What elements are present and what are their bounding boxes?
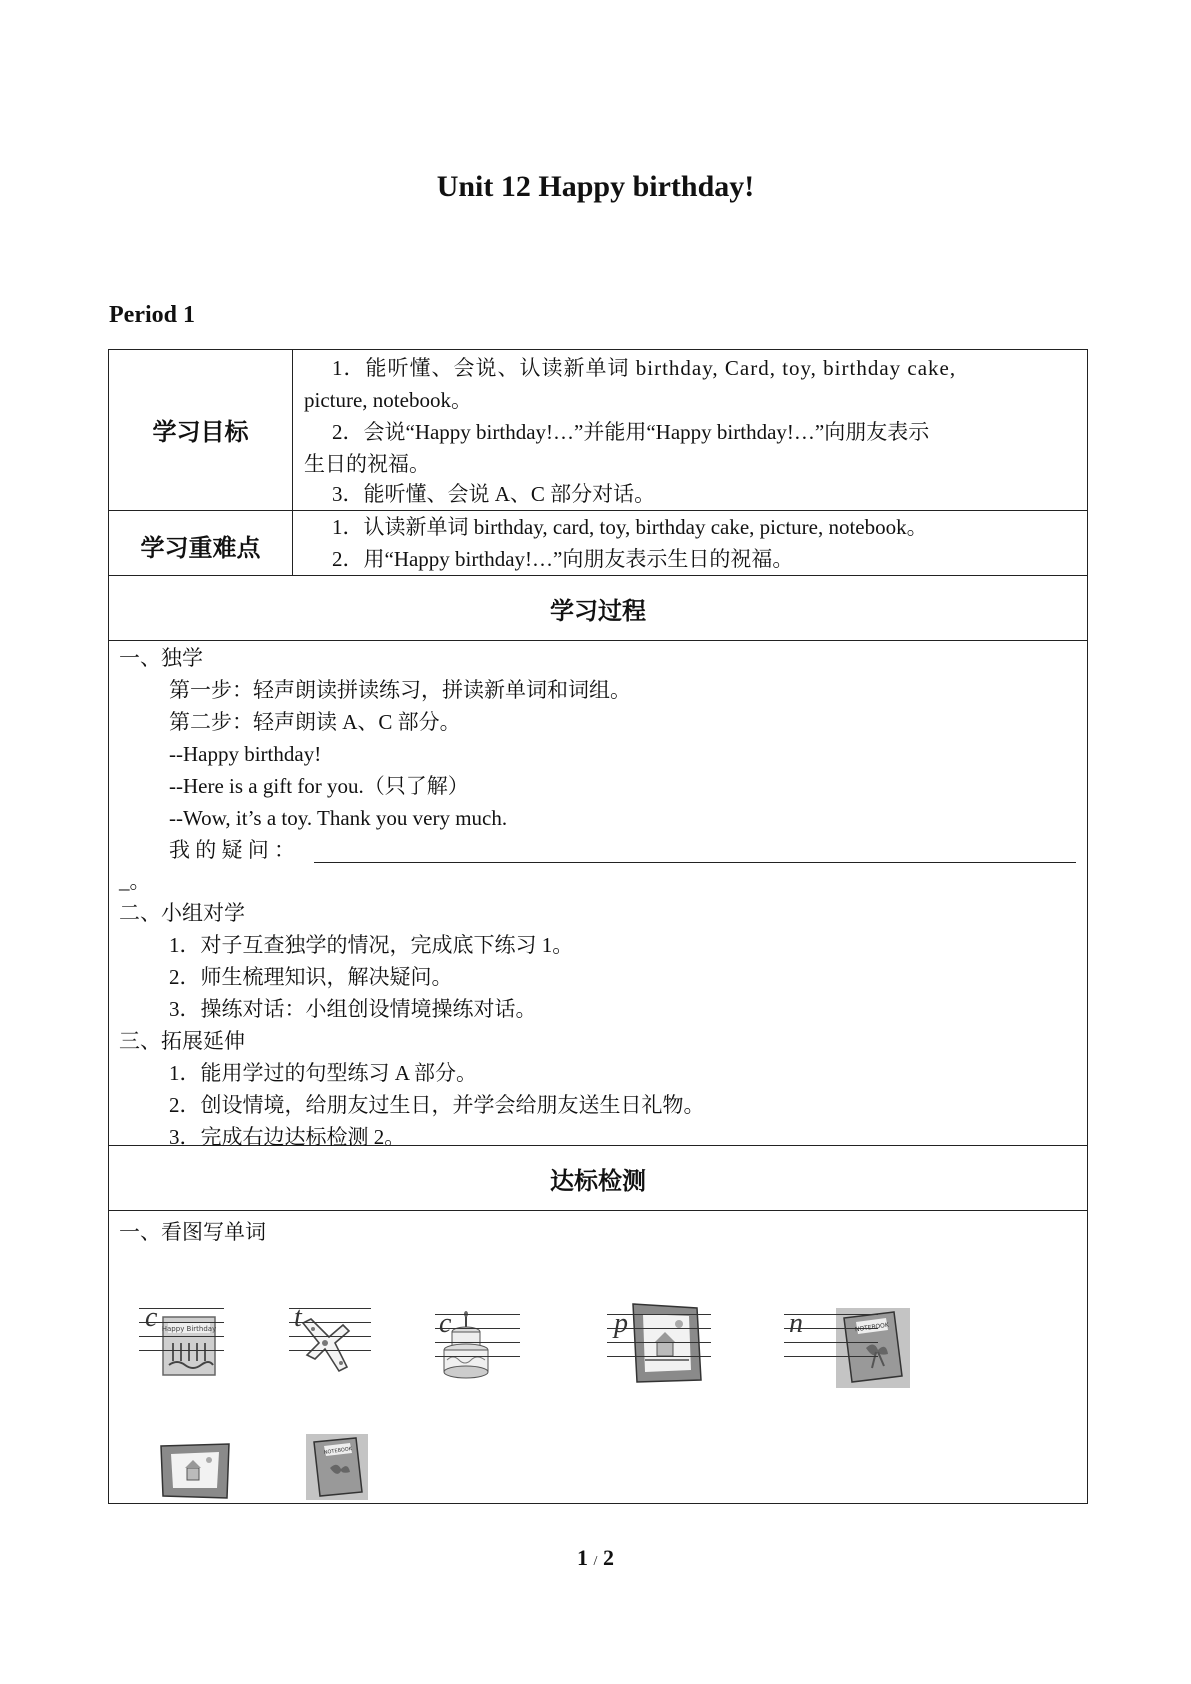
self-study-step-2: 第二步：轻声朗读 A、C 部分。	[169, 710, 461, 734]
question-answer-line[interactable]	[314, 862, 1076, 863]
goals-line-2a: 2．会说“Happy birthday!…”并能用“Happy birthday!…”向朋友表示	[332, 420, 930, 444]
page-number	[0, 1545, 1191, 1571]
page-title: Unit 12 Happy birthday!	[436, 170, 755, 203]
extension-title: 三、拓展延伸	[119, 1029, 245, 1053]
goals-line-2b: 生日的祝福。	[304, 452, 430, 476]
row-divider	[109, 640, 1087, 641]
goals-line-1a: 1．能听懂、会说、认读新单词 birthday, Card, toy, birthday cake,	[332, 356, 957, 380]
letter-hint-5: n	[789, 1308, 803, 1339]
row-divider	[109, 1210, 1087, 1211]
question-label: 我 的 疑 问 ：	[169, 838, 295, 862]
group-study-item-2: 2．师生梳理知识，解决疑问。	[169, 965, 453, 989]
letter-hint-2: t	[294, 1302, 302, 1333]
picture-frame-picture-2	[159, 1442, 231, 1500]
keypoints-label: 学习重难点	[140, 534, 261, 562]
goals-label: 学习目标	[152, 418, 249, 446]
test-heading: 达标检测	[550, 1167, 646, 1195]
row-divider	[109, 575, 1087, 576]
column-divider	[292, 350, 293, 575]
dialog-line-2: --Here is a gift for you.（只了解）	[169, 774, 469, 798]
process-heading: 学习过程	[550, 597, 646, 625]
dialog-line-3: --Wow, it’s a toy. Thank you very much.	[169, 806, 508, 830]
notebook-picture-2	[306, 1434, 368, 1500]
page-current: 1	[577, 1545, 589, 1570]
goals-line-1b: picture, notebook。	[304, 388, 472, 412]
self-study-step-1: 第一步：轻声朗读拼读练习，拼读新单词和词组。	[169, 678, 631, 702]
letter-hint-3: c	[439, 1308, 452, 1339]
notebook-picture	[836, 1308, 910, 1388]
card-text: Happy Birthday	[161, 1325, 217, 1333]
page-separator: /	[593, 1554, 598, 1569]
self-study-title: 一、独学	[119, 646, 203, 670]
test-section-title: 一、看图写单词	[119, 1220, 266, 1244]
birthday-card-picture	[161, 1315, 217, 1377]
group-study-title: 二、小组对学	[119, 901, 245, 925]
extension-item-3: 3．完成右边达标检测 2。	[169, 1125, 406, 1149]
dialog-line-1: --Happy birthday!	[169, 742, 322, 766]
notebook-cover-text: NOTEBOOK	[854, 1321, 890, 1334]
period-label: Period 1	[109, 302, 195, 328]
extension-item-2: 2．创设情境，给朋友过生日，并学会给朋友送生日礼物。	[169, 1093, 705, 1117]
keypoints-line-2: 2．用“Happy birthday!…”向朋友表示生日的祝福。	[332, 547, 794, 571]
keypoints-line-1: 1．认读新单词 birthday, card, toy, birthday cake, picture, notebook。	[332, 515, 928, 539]
page-total: 2	[602, 1545, 614, 1570]
question-end: _。	[119, 869, 151, 893]
toy-plane-picture	[297, 1315, 357, 1381]
notebook-cover-text-2: NOTEBOOK	[323, 1446, 353, 1456]
letter-hint-4: p	[614, 1308, 628, 1339]
group-study-item-1: 1．对子互查独学的情况，完成底下练习 1。	[169, 933, 574, 957]
extension-item-1: 1．能用学过的句型练习 A 部分。	[169, 1061, 478, 1085]
lesson-table	[108, 349, 1088, 1504]
goals-line-3: 3．能听懂、会说 A、C 部分对话。	[332, 482, 656, 506]
group-study-item-3: 3．操练对话：小组创设情境操练对话。	[169, 997, 537, 1021]
letter-hint-1: c	[145, 1302, 158, 1333]
